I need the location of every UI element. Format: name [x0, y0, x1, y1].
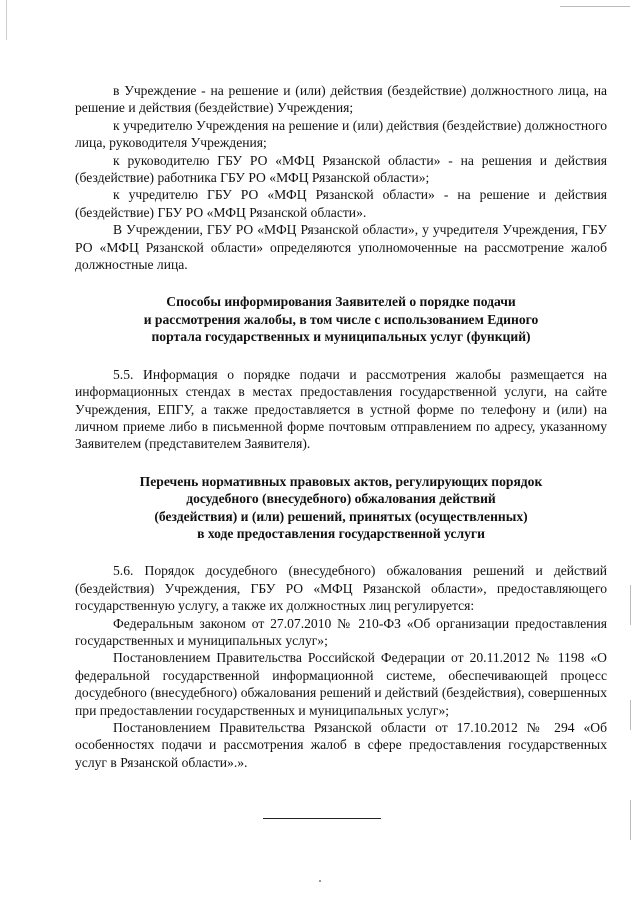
scan-edge-left: [6, 0, 7, 40]
paragraph: Постановлением Правительства Рязанской области от 17.10.2012 № 294 «Об особенностях подачи и рассмотрения жалоб в сфере предоставления государственных услуг в Рязанской области».».: [75, 720, 607, 770]
paragraph-5-6: 5.6. Порядок досудебного (внесудебного) обжалования решений и действий (бездействия) Учреждения, ГБУ РО «МФЦ Рязанской области», предоставляющего государственную услугу, а также их должностных лиц регулируется:: [75, 563, 607, 614]
section-heading: [75, 293, 607, 345]
paragraph: к учредителю Учреждения на решение и (или) действия (бездействие) должностного лица, руководителя Учреждения;: [75, 117, 607, 151]
scan-edge-top: [560, 6, 630, 7]
scan-edge-right: [630, 585, 631, 625]
scan-edge-right: [630, 700, 631, 730]
scan-speck: [319, 880, 321, 882]
heading-line: Способы информирования Заявителей о порядке подачи: [166, 294, 516, 310]
paragraph: В Учреждении, ГБУ РО «МФЦ Рязанской области», у учредителя Учреждения, ГБУ РО «МФЦ Рязанской области» определяются уполномоченные на рассмотрение жалоб должностные лица.: [75, 222, 607, 273]
heading-line: портала государственных и муниципальных услуг (функций): [151, 329, 531, 345]
paragraph: Федеральным законом от 27.07.2010 № 210-ФЗ «Об организации предоставления государственных и муниципальных услуг»;: [75, 615, 607, 648]
document-page: [75, 82, 607, 771]
paragraph: к руководителю ГБУ РО «МФЦ Рязанской области» - на решения и действия (бездействие) работника ГБУ РО «МФЦ Рязанской области»;: [75, 152, 607, 186]
heading-line: и рассмотрения жалобы, в том числе с использованием Единого: [143, 311, 539, 327]
heading-line: в ходе предоставления государственной услуги: [197, 525, 485, 541]
heading-line: досудебного (внесудебного) обжалования действий: [186, 491, 496, 507]
paragraph: в Учреждение - на решение и (или) действия (бездействие) должностного лица, на решение и действия (бездействие) Учреждения;: [75, 83, 607, 116]
paragraph: к учредителю ГБУ РО «МФЦ Рязанской области» - на решение и действия (бездействие) ГБУ РО «МФЦ Рязанской области».: [75, 187, 607, 220]
end-divider: [263, 818, 381, 819]
paragraph-5-5: 5.5. Информация о порядке подачи и рассмотрения жалобы размещается на информационных стендах в местах предоставления государственной услуги, на сайте Учреждения, ЕПГУ, а также предоставляется в устной форме по телефону и (или) на личном приеме либо в письменной форме почтовым отправлением по адресу, указанному Заявителем (представителем Заявителя).: [75, 366, 607, 452]
scan-edge-right: [630, 800, 631, 840]
paragraph: Постановлением Правительства Российской Федерации от 20.11.2012 № 1198 «О федеральной государственной информационной системе, обеспечивающей процесс досудебного (внесудебного) обжалования решений и действий (бездействия), совершенных при предоставлении государственных и муниципальных услуг»;: [75, 650, 607, 718]
heading-line: Перечень нормативных правовых актов, регулирующих порядок: [139, 473, 543, 489]
section-heading: [75, 473, 607, 543]
heading-line: (бездействия) и (или) решений, принятых (осуществленных): [154, 508, 528, 524]
